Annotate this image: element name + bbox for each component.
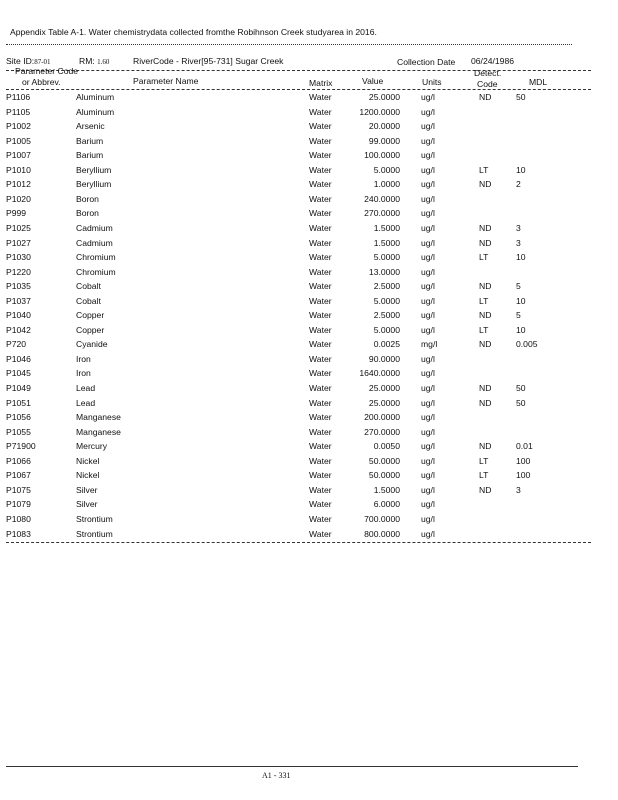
cell-value: 5.0000 [373,252,400,263]
cell-matrix: Water [309,252,332,263]
cell-param-name: Cadmium [76,237,113,248]
cell-detect-code: ND [479,383,492,393]
cell-units: ug/l [421,412,435,423]
cell-param-name: Chromium [76,252,116,263]
cell-matrix: Water [309,339,332,350]
cell-detect-code: ND [479,310,492,321]
cell-detect-code: ND [479,441,492,452]
cell-param-name: Beryllium [76,164,112,175]
cell-detect-code: LT [479,470,489,481]
cell-param-name: Manganese [76,426,121,437]
cell-units: ug/l [421,499,435,510]
col-detect-line1: Detect. [474,68,502,78]
cell-units: ug/l [421,441,435,452]
cell-param-name: Strontium [76,528,113,539]
cell-param-name: Copper [76,310,105,321]
cell-units: ug/l [421,237,435,248]
cell-param-name: Nickel [76,470,100,481]
cell-detect-code: ND [479,397,492,408]
col-param-name: Parameter Name [133,76,199,86]
cell-matrix: Water [309,281,332,292]
cell-param-name: Lead [76,397,96,408]
cell-param-code: P1051 [6,397,31,408]
table-row [0,470,618,485]
table-row [0,485,618,500]
cell-mdl: 100 [516,455,531,466]
cell-param-name: Aluminum [76,106,115,117]
cell-value: 1200.0000 [359,106,400,117]
cell-units: ug/l [421,92,435,102]
cell-mdl: 10 [516,164,526,175]
cell-detect-code: ND [479,484,492,495]
cell-param-code: P1055 [6,426,31,437]
table-row [0,456,618,471]
cell-matrix: Water [309,324,332,335]
cell-matrix: Water [309,193,332,204]
cell-matrix: Water [309,92,332,102]
table-row [0,368,618,383]
cell-units: ug/l [421,179,435,190]
cell-units: ug/l [421,222,435,233]
cell-value: 20.0000 [368,121,400,132]
cell-mdl: 0.01 [516,441,533,452]
cell-mdl: 5 [516,281,521,292]
cell-detect-code: LT [479,164,489,175]
table-row [0,499,618,514]
cell-param-name: Barium [76,150,104,161]
cell-param-name: Cobalt [76,281,101,292]
table-row [0,208,618,223]
table-row [0,325,618,340]
cell-matrix: Water [309,150,332,161]
cell-param-name: Barium [76,135,104,146]
cell-units: ug/l [421,310,435,321]
table-row [0,238,618,253]
cell-value: 1.5000 [373,484,400,495]
cell-param-name: Strontium [76,513,113,524]
cell-matrix: Water [309,441,332,452]
cell-matrix: Water [309,295,332,306]
cell-value: 25.0000 [368,397,400,408]
cell-detect-code: ND [479,179,492,190]
cell-param-code: P1079 [6,499,31,510]
cell-value: 100.0000 [364,150,400,161]
cell-matrix: Water [309,383,332,393]
cell-param-code: P1105 [6,106,31,117]
cell-value: 700.0000 [364,513,400,524]
cell-value: 1.0000 [373,179,400,190]
cell-units: ug/l [421,135,435,146]
collection-date-value: 06/24/1986 [471,56,515,66]
cell-value: 99.0000 [368,135,400,146]
cell-value: 50.0000 [368,470,400,481]
table-row [0,107,618,122]
cell-param-name: Chromium [76,266,116,277]
cell-value: 0.0025 [373,339,400,350]
cell-param-code: P1042 [6,324,31,335]
cell-detect-code: LT [479,295,489,306]
cell-value: 5.0000 [373,164,400,175]
cell-detect-code: LT [479,324,489,335]
river-code: RiverCode - River[95-731] Sugar Creek [133,56,284,66]
table-title: Appendix Table A-1. Water chemistrydata collected fromthe Robihnson Creek studyarea in 2016. [10,27,377,37]
cell-param-code: P1220 [6,266,31,277]
cell-units: ug/l [421,470,435,481]
cell-value: 1.5000 [373,237,400,248]
cell-param-code: P1005 [6,135,31,146]
col-matrix: Matrix [309,78,333,88]
cell-units: ug/l [421,164,435,175]
cell-value: 50.0000 [368,455,400,466]
cell-value: 5.0000 [373,324,400,335]
cell-units: ug/l [421,368,435,379]
cell-units: ug/l [421,295,435,306]
cell-matrix: Water [309,528,332,539]
cell-param-name: Copper [76,324,105,335]
cell-detect-code: LT [479,252,489,263]
cell-mdl: 3 [516,484,521,495]
table-row [0,165,618,180]
cell-units: ug/l [421,106,435,117]
cell-value: 800.0000 [364,528,400,539]
table-row [0,310,618,325]
cell-value: 270.0000 [364,426,400,437]
cell-param-code: P1080 [6,513,31,524]
cell-units: ug/l [421,266,435,277]
cell-param-code: P1106 [6,92,31,102]
cell-param-name: Cobalt [76,295,101,306]
rm-label: RM: [79,56,95,66]
site-id-label [6,56,51,66]
cell-matrix: Water [309,179,332,190]
cell-units: ug/l [421,324,435,335]
cell-param-code: P1010 [6,164,31,175]
cell-param-code: P1056 [6,412,31,423]
cell-value: 25.0000 [368,383,400,393]
cell-matrix: Water [309,470,332,481]
cell-value: 1.5000 [373,222,400,233]
table-row [0,339,618,354]
cell-matrix: Water [309,164,332,175]
cell-param-name: Arsenic [76,121,105,132]
cell-param-name: Boron [76,208,99,219]
cell-value: 2.5000 [373,281,400,292]
table-row [0,427,618,442]
cell-param-code: P1075 [6,484,31,495]
cell-matrix: Water [309,513,332,524]
cell-matrix: Water [309,499,332,510]
table-row [0,252,618,267]
cell-mdl: 5 [516,310,521,321]
header-divider-bottom [6,89,591,90]
cell-mdl: 2 [516,179,521,190]
cell-detect-code: LT [479,455,489,466]
col-param-code-line2: or Abbrev. [22,77,61,87]
cell-param-code: P1025 [6,222,31,233]
title-divider [6,44,572,45]
footer-rule [6,766,578,767]
cell-units: ug/l [421,252,435,263]
cell-param-name: Mercury [76,441,108,452]
site-id-value: 87-01 [34,58,51,66]
cell-detect-code: ND [479,237,492,248]
cell-mdl: 10 [516,295,526,306]
table-row [0,194,618,209]
cell-detect-code: ND [479,92,492,102]
table-row [0,441,618,456]
cell-detect-code: ND [479,222,492,233]
table-row [0,514,618,529]
col-value: Value [362,76,384,86]
cell-param-code: P1012 [6,179,31,190]
table-row [0,267,618,282]
cell-detect-code: ND [479,281,492,292]
table-row [0,150,618,165]
cell-param-name: Aluminum [76,92,115,102]
cell-value: 240.0000 [364,193,400,204]
table-row [0,121,618,136]
cell-value: 0.0050 [373,441,400,452]
cell-param-code: P1030 [6,252,31,263]
cell-param-name: Manganese [76,412,121,423]
cell-param-code: P1067 [6,470,31,481]
cell-matrix: Water [309,222,332,233]
cell-value: 90.0000 [368,353,400,364]
cell-matrix: Water [309,121,332,132]
cell-param-code: P999 [6,208,27,219]
cell-param-name: Lead [76,383,96,393]
cell-param-name: Boron [76,193,99,204]
cell-param-code: P1083 [6,528,31,539]
cell-param-code: P1027 [6,237,31,248]
cell-param-code: P1049 [6,383,31,393]
table-row [0,296,618,311]
cell-value: 6.0000 [373,499,400,510]
cell-matrix: Water [309,484,332,495]
table-row [0,179,618,194]
table-row [0,412,618,427]
table-row [0,281,618,296]
cell-mdl: 50 [516,92,526,102]
cell-mdl: 0.005 [516,339,538,350]
table-row [0,354,618,369]
cell-units: ug/l [421,513,435,524]
cell-mdl: 10 [516,252,526,263]
cell-param-code: P1046 [6,353,31,364]
cell-value: 25.0000 [368,92,400,102]
cell-value: 1640.0000 [359,368,400,379]
header-divider-top [6,70,591,71]
cell-matrix: Water [309,368,332,379]
cell-param-code: P1007 [6,150,31,161]
cell-param-code: P1035 [6,281,31,292]
cell-units: ug/l [421,397,435,408]
col-param-code-line1: Parameter Code [15,66,79,76]
cell-param-name: Cadmium [76,222,113,233]
rm-field [79,56,109,66]
cell-value: 13.0000 [368,266,400,277]
cell-units: ug/l [421,121,435,132]
cell-matrix: Water [309,266,332,277]
cell-matrix: Water [309,353,332,364]
cell-param-name: Iron [76,353,91,364]
cell-matrix: Water [309,310,332,321]
collection-date-label: Collection Date [397,57,456,67]
cell-param-code: P1037 [6,295,31,306]
cell-param-code: P1002 [6,121,31,132]
cell-param-code: P1020 [6,193,31,204]
table-row [0,223,618,238]
cell-units: ug/l [421,193,435,204]
cell-units: ug/l [421,353,435,364]
cell-param-name: Silver [76,499,98,510]
cell-param-code: P1040 [6,310,31,321]
cell-units: ug/l [421,455,435,466]
cell-param-code: P1045 [6,368,31,379]
cell-units: ug/l [421,528,435,539]
cell-param-name: Silver [76,484,98,495]
site-id-label-text: Site ID: [6,56,35,66]
cell-matrix: Water [309,106,332,117]
table-row [0,383,618,398]
rm-value: 1.60 [97,58,110,66]
cell-units: ug/l [421,208,435,219]
cell-matrix: Water [309,412,332,423]
cell-matrix: Water [309,237,332,248]
cell-matrix: Water [309,208,332,219]
cell-units: ug/l [421,484,435,495]
cell-param-code: P1066 [6,455,31,466]
cell-mdl: 50 [516,383,526,393]
table-row [0,529,618,544]
cell-param-name: Beryllium [76,179,112,190]
cell-matrix: Water [309,135,332,146]
cell-mdl: 10 [516,324,526,335]
col-detect-line2: Code [477,79,498,89]
cell-detect-code: ND [479,339,492,350]
cell-value: 2.5000 [373,310,400,321]
col-units: Units [422,77,442,87]
cell-units: mg/l [421,339,438,350]
page-number: A1 - 331 [262,771,291,780]
cell-mdl: 50 [516,397,526,408]
cell-matrix: Water [309,426,332,437]
table-row [0,92,618,107]
cell-units: ug/l [421,281,435,292]
cell-units: ug/l [421,383,435,393]
cell-mdl: 100 [516,470,531,481]
table-row [0,398,618,413]
cell-param-name: Cyanide [76,339,108,350]
cell-param-code: P71900 [6,441,36,452]
cell-units: ug/l [421,150,435,161]
table-bottom-divider [6,542,591,543]
table-row [0,136,618,151]
cell-param-name: Iron [76,368,91,379]
cell-matrix: Water [309,455,332,466]
cell-mdl: 3 [516,237,521,248]
cell-matrix: Water [309,397,332,408]
col-mdl: MDL [529,77,548,87]
cell-mdl: 3 [516,222,521,233]
cell-value: 200.0000 [364,412,400,423]
cell-param-code: P720 [6,339,27,350]
cell-param-name: Nickel [76,455,100,466]
cell-value: 5.0000 [373,295,400,306]
cell-value: 270.0000 [364,208,400,219]
cell-units: ug/l [421,426,435,437]
